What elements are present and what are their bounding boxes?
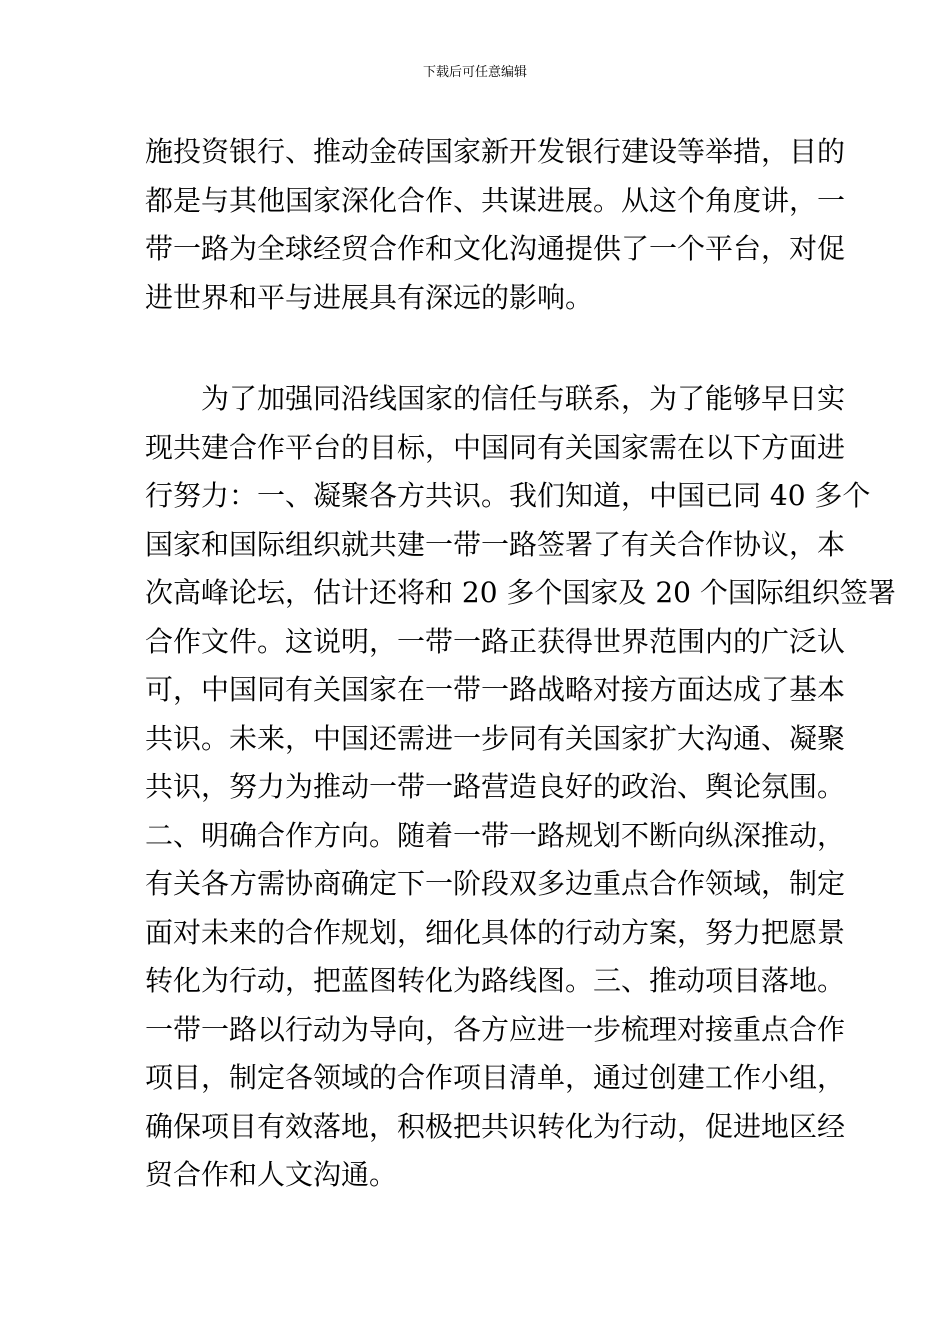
text-line: 二、明确合作方向。随着一带一路规划不断向纵深推动， <box>145 818 846 852</box>
paragraph-continued <box>145 128 846 322</box>
text-line: 转化为行动，把蓝图转化为路线图。三、推动项目落地。 <box>145 964 846 997</box>
text-line: 有关各方需协商确定下一阶段双多边重点合作领域，制定 <box>145 867 846 900</box>
text-line: 共识，努力为推动一带一路营造良好的政治、舆论氛围。 <box>145 770 846 803</box>
text-line: 次高峰论坛，估计还将和 20 多个国家及 20 个国际组织签署 <box>145 576 896 609</box>
text-line: 面对未来的合作规划，细化具体的行动方案，努力把愿景 <box>145 915 846 949</box>
text-line: 都是与其他国家深化合作、共谋进展。从这个角度讲，一 <box>145 183 846 217</box>
text-line: 带一路为全球经贸合作和文化沟通提供了一个平台，对促 <box>145 232 846 265</box>
paragraph-cooperation <box>145 375 896 1200</box>
text-line: 行努力：一、凝聚各方共识。我们知道，中国已同 40 多个 <box>145 479 871 512</box>
text-line: 一带一路以行动为导向，各方应进一步梳理对接重点合作 <box>145 1012 846 1046</box>
text-line: 施投资银行、推动金砖国家新开发银行建设等举措，目的 <box>145 135 846 168</box>
text-line: 可，中国同有关国家在一带一路战略对接方面达成了基本 <box>145 673 846 706</box>
text-line: 国家和国际组织就共建一带一路签署了有关合作协议，本 <box>145 527 846 561</box>
text-line: 确保项目有效落地，积极把共识转化为行动，促进地区经 <box>145 1109 846 1143</box>
text-line: 进世界和平与进展具有深远的影响。 <box>145 280 594 314</box>
header-note: 下载后可任意编辑 <box>422 65 527 80</box>
text-line: 共识。未来，中国还需进一步同有关国家扩大沟通、凝聚 <box>145 721 846 755</box>
text-line: 合作文件。这说明，一带一路正获得世界范围内的广泛认 <box>145 624 846 658</box>
text-line-first: 为了加强同沿线国家的信任与联系，为了能够早日实 <box>201 382 846 415</box>
text-line: 项目，制定各领域的合作项目清单，通过创建工作小组， <box>145 1061 846 1094</box>
text-line: 现共建合作平台的目标，中国同有关国家需在以下方面进 <box>145 430 846 464</box>
text-line: 贸合作和人文沟通。 <box>145 1158 398 1191</box>
